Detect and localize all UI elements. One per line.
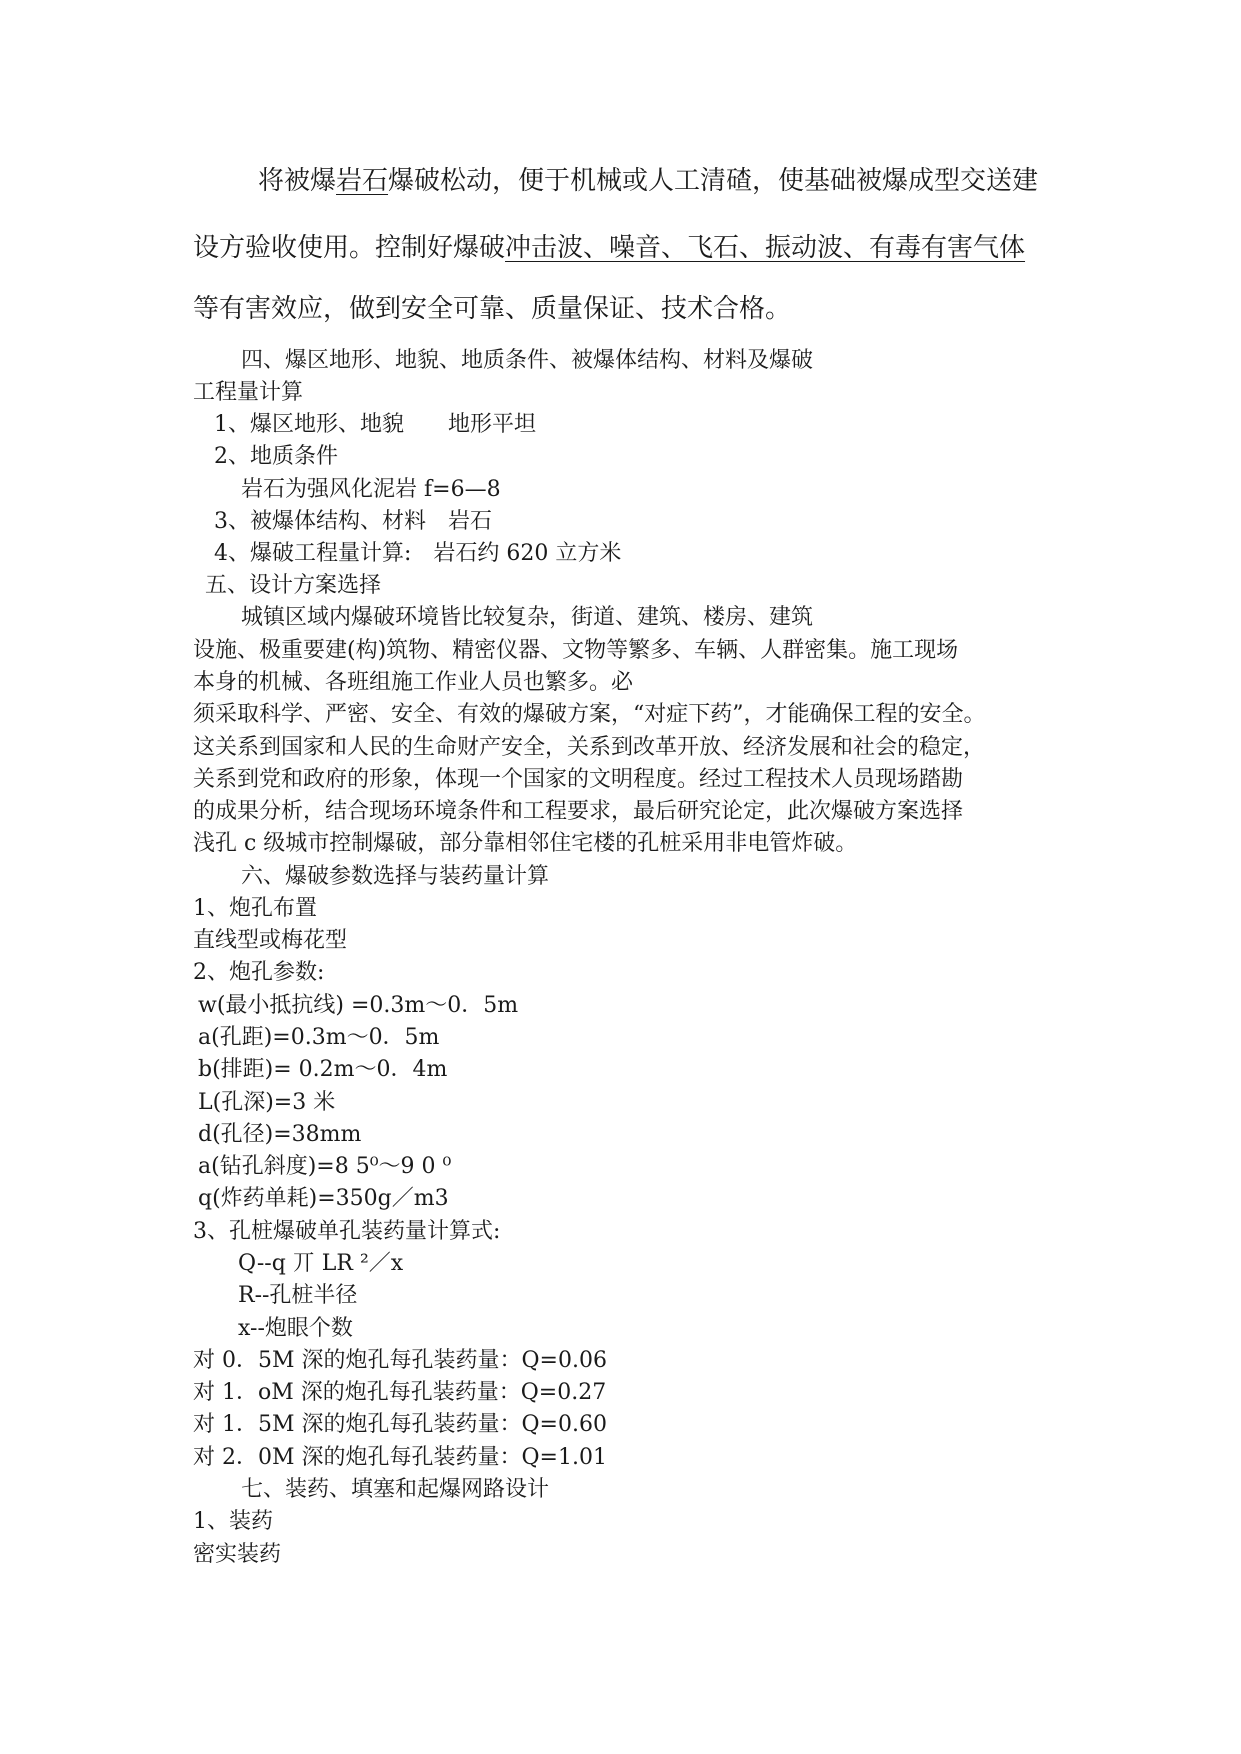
- intro-underlined-hazards: 冲击波、噪音、飞石、振动波、有毒有害气体: [505, 233, 1026, 263]
- s4-item-2: 2、地质条件: [214, 444, 338, 469]
- s6-item-2: 2、炮孔参数:: [193, 960, 325, 985]
- section-5-title: 五、设计方案选择: [205, 573, 382, 598]
- s6-item-1-detail: 直线型或梅花型: [193, 928, 348, 953]
- s5-para-line: 浅孔 c 级城市控制爆破，部分靠相邻住宅楼的孔桩采用非电管炸破。: [193, 831, 858, 856]
- s5-para-line: 须采取科学、严密、安全、有效的爆破方案，“对症下药”，才能确保工程的安全。: [193, 702, 986, 727]
- s6-formula: Q--q 丌 LR ²／x: [238, 1251, 404, 1276]
- s6-result: 对 1．oM 深的炮孔每孔装药量：Q=0.27: [193, 1380, 607, 1405]
- s5-para-line: 这关系到国家和人民的生命财产安全，关系到改革开放、经济发展和社会的稳定，: [193, 735, 986, 760]
- intro-text: 爆破松动，便于机械或人工清碴，使基础被爆成型交送建: [388, 166, 1039, 196]
- intro-text: 将被爆: [258, 166, 337, 196]
- intro-text: 设方验收使用。控制好爆破: [193, 233, 506, 263]
- s6-result: 对 1．5M 深的炮孔每孔装药量：Q=0.60: [193, 1412, 607, 1437]
- s7-item-1-detail: 密实装药: [193, 1542, 282, 1567]
- s6-param: q(炸药单耗)=350g／m3: [198, 1186, 449, 1211]
- s4-item-3: 3、被爆体结构、材料 岩石: [214, 509, 492, 534]
- s4-item-1: 1、爆区地形、地貌 地形平坦: [214, 412, 536, 437]
- intro-line-3: 等有害效应，做到安全可靠、质量保证、技术合格。: [193, 294, 792, 324]
- s6-param: a(钻孔斜度)=8 5⁰～9 0 ⁰: [198, 1154, 452, 1179]
- s4-item-2-detail: 岩石为强风化泥岩 f=6—8: [241, 477, 501, 502]
- s5-para-line: 本身的机械、各班组施工作业人员也繁多。必: [193, 670, 634, 695]
- intro-line-1: [258, 168, 1038, 194]
- intro-line-2: [193, 235, 1025, 261]
- s4-item-4: 4、爆破工程量计算: 岩石约 620 立方米: [214, 541, 622, 566]
- s6-param: b(排距)= 0.2m～0．4m: [198, 1057, 448, 1082]
- section-4-title-cont: 工程量计算: [193, 380, 304, 405]
- s6-formula-var: R--孔桩半径: [238, 1283, 358, 1308]
- section-6-title: 六、爆破参数选择与装药量计算: [241, 864, 550, 889]
- s6-param: w(最小抵抗线) =0.3m～0．5m: [198, 993, 519, 1018]
- s6-result: 对 2．0M 深的炮孔每孔装药量：Q=1.01: [193, 1445, 607, 1470]
- s6-formula-var: x--炮眼个数: [238, 1316, 353, 1341]
- s6-item-3: 3、孔桩爆破单孔装药量计算式:: [193, 1219, 501, 1244]
- section-4-title: 四、爆区地形、地貌、地质条件、被爆体结构、材料及爆破: [241, 348, 814, 373]
- s6-result: 对 0．5M 深的炮孔每孔装药量：Q=0.06: [193, 1348, 607, 1373]
- s5-para-line: 的成果分析，结合现场环境条件和工程要求，最后研究论定，此次爆破方案选择: [193, 799, 964, 824]
- s6-param: L(孔深)=3 米: [198, 1090, 336, 1115]
- s5-para-line: 设施、极重要建(构)筑物、精密仪器、文物等繁多、车辆、人群密集。施工现场: [193, 638, 959, 663]
- section-7-title: 七、装药、填塞和起爆网路设计: [241, 1477, 550, 1502]
- s6-param: d(孔径)=38mm: [198, 1122, 362, 1147]
- intro-underlined-rock: 岩石: [336, 166, 389, 196]
- s6-param: a(孔距)=0.3m～0．5m: [198, 1025, 440, 1050]
- s7-item-1: 1、装药: [193, 1509, 273, 1534]
- s5-para-line: 城镇区域内爆破环境皆比较复杂，街道、建筑、楼房、建筑: [241, 605, 814, 630]
- s6-item-1: 1、炮孔布置: [193, 896, 317, 921]
- s5-para-line: 关系到党和政府的形象，体现一个国家的文明程度。经过工程技术人员现场踏勘: [193, 767, 964, 792]
